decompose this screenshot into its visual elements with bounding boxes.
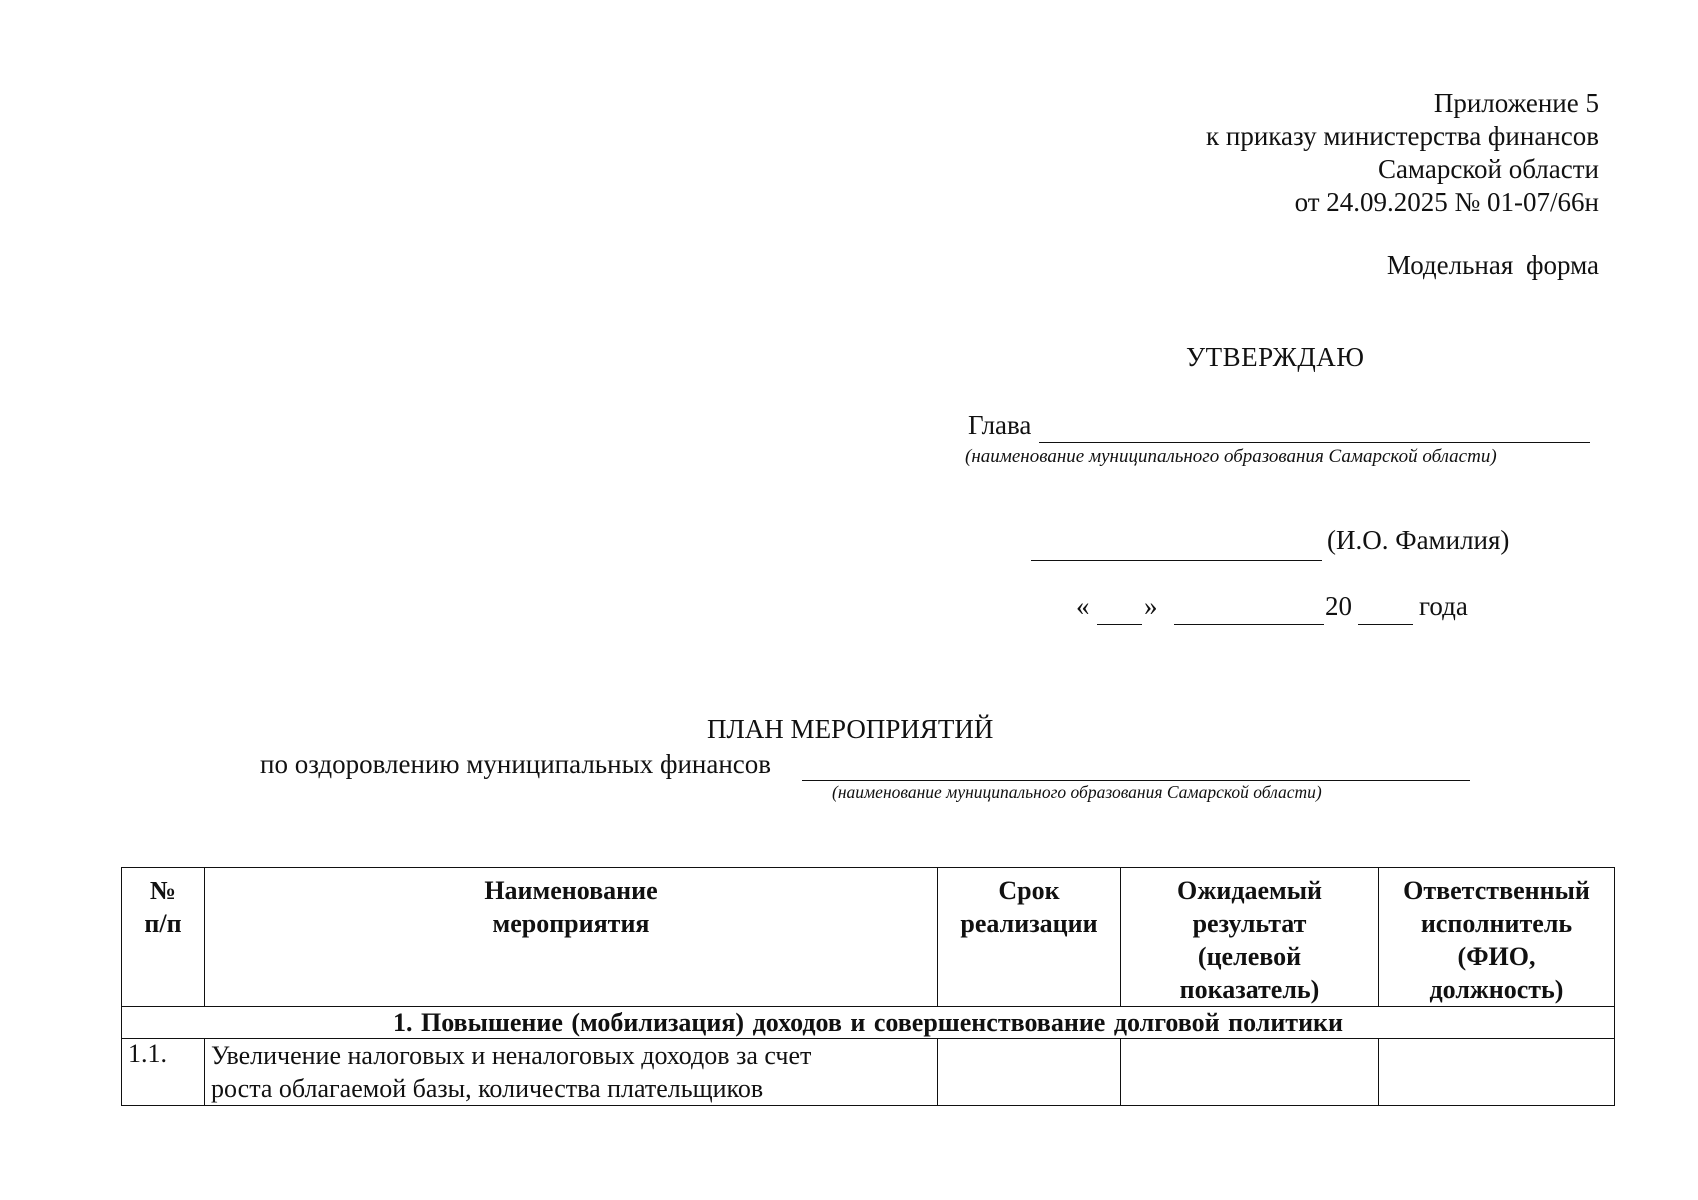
plan-title: ПЛАН МЕРОПРИЯТИЙ (707, 714, 994, 744)
date-month-line (1174, 596, 1324, 625)
model-form-label: Модельная форма (1386, 250, 1599, 280)
table-row (122, 1039, 1615, 1106)
plan-subtitle: по оздоровлению муниципальных финансов (260, 749, 772, 779)
plan-municipality-caption: (наименование муниципального образования Самарской области) (832, 782, 1322, 802)
head-municipality-caption: (наименование муниципального образования Самарской области) (965, 446, 1497, 467)
header-responsible: Ответственный исполнитель (ФИО, должность) (1379, 868, 1615, 1007)
date-year-line (1358, 596, 1413, 625)
row-number: 1.1. (122, 1039, 205, 1106)
header-name: Наименование мероприятия (205, 868, 938, 1007)
header-term: Срок реализации (938, 868, 1121, 1007)
annex-region: Самарской области (1377, 154, 1599, 184)
row-responsible (1379, 1039, 1615, 1106)
row-activity-name: Увеличение налоговых и неналоговых доходов за счет роста облагаемой базы, количества плательщиков (205, 1039, 938, 1106)
date-close-quote: » (1144, 591, 1158, 621)
head-municipality-line (1039, 414, 1590, 443)
approval-title: УТВЕРЖДАЮ (1186, 342, 1365, 372)
section-row (122, 1007, 1615, 1039)
date-open-quote: « (1076, 591, 1090, 621)
date-suffix: года (1419, 591, 1468, 621)
plan-municipality-line (802, 752, 1470, 781)
plan-table (121, 867, 1615, 1106)
head-label: Глава (968, 410, 1032, 440)
fio-label: (И.О. Фамилия) (1327, 525, 1510, 555)
signature-line (1031, 532, 1322, 561)
table-header-row (122, 868, 1615, 1007)
section-title: 1. Повышение (мобилизация) доходов и совершенствование долговой политики (122, 1007, 1615, 1039)
header-result: Ожидаемый результат (целевой показатель) (1121, 868, 1379, 1007)
date-day-line (1097, 596, 1142, 625)
row-term (938, 1039, 1121, 1106)
annex-order-date: от 24.09.2025 № 01-07/66н (1294, 187, 1599, 217)
date-year-prefix: 20 (1325, 591, 1352, 621)
header-num: № п/п (122, 868, 205, 1007)
annex-header (1206, 87, 1599, 219)
annex-order-ref: к приказу министерства финансов (1206, 121, 1599, 151)
row-result (1121, 1039, 1379, 1106)
annex-number: Приложение 5 (1433, 88, 1599, 118)
